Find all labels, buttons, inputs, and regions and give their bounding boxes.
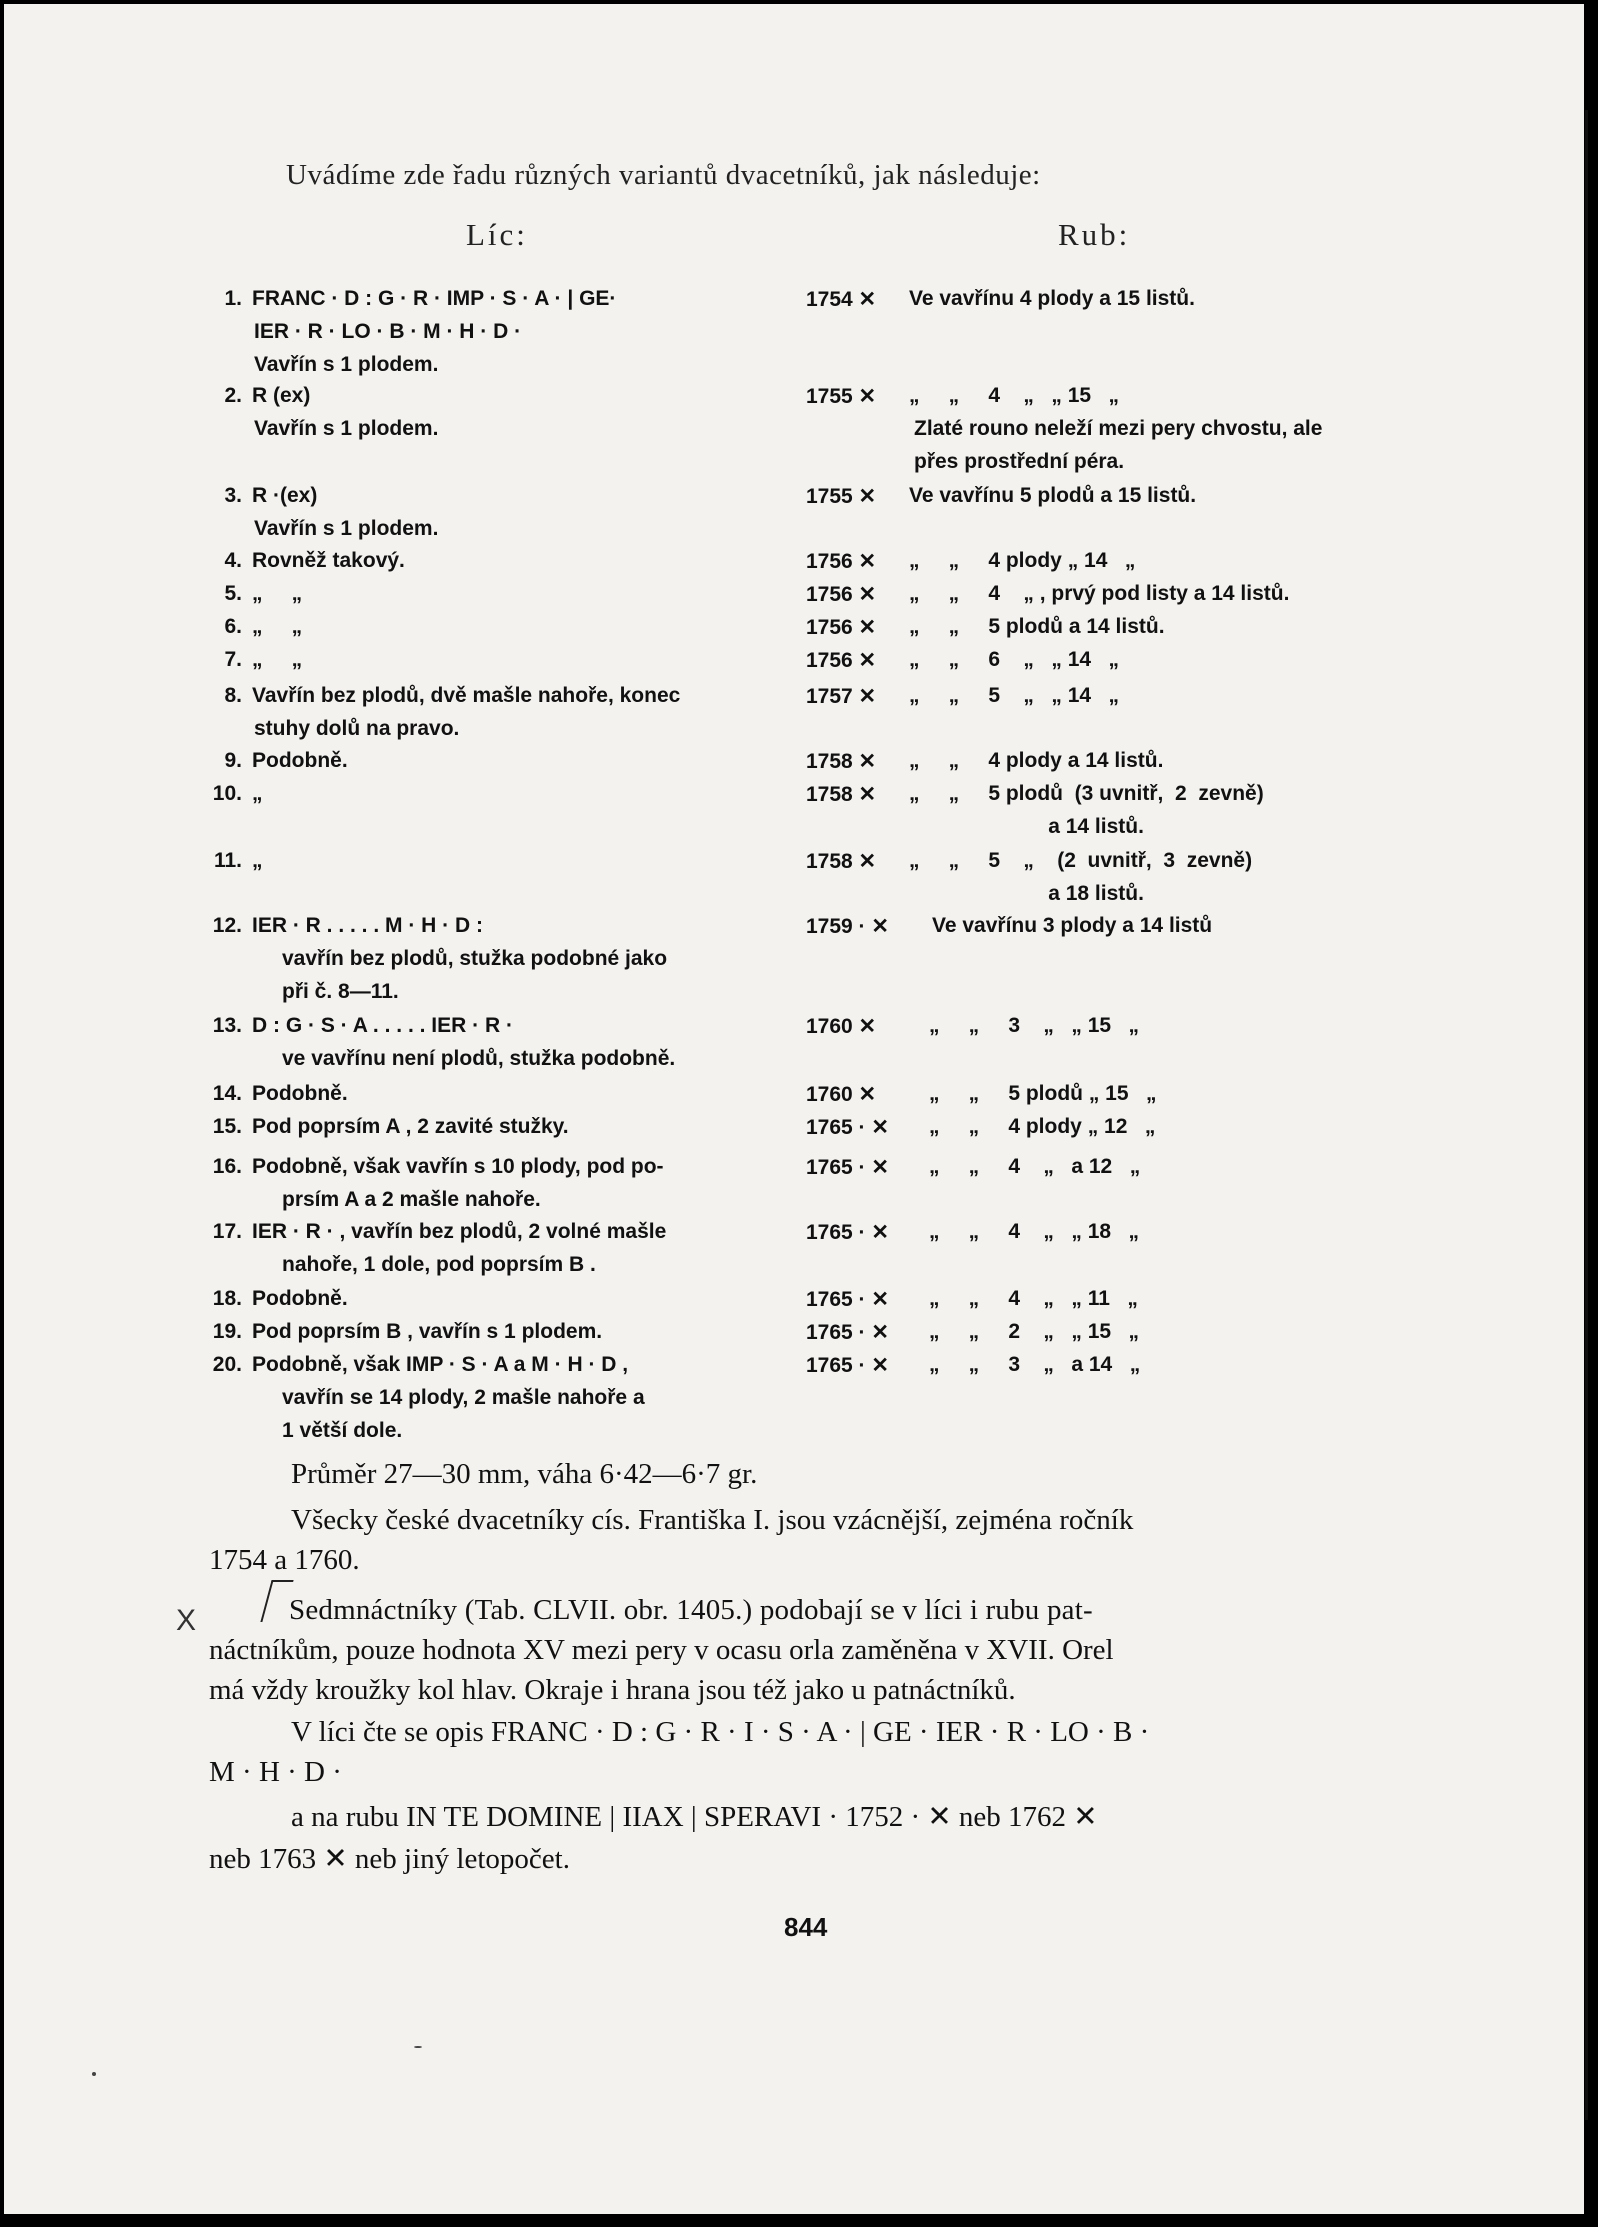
entry-reverse-text: „ „ 4 „ „ 11 „ [929,1287,1138,1310]
entry-year: 1765 · ✕ [806,1321,889,1344]
body-line: M · H · D · [209,1756,342,1788]
entry-obverse-text: při č. 8—11. [282,980,399,1003]
entry-number: 18. [212,1287,242,1310]
scan-speck [92,2072,96,2076]
body-line: 1754 a 1760. [209,1544,360,1576]
entry-reverse-text: Ve vavřínu 3 plody a 14 listů [932,914,1213,937]
body-line-rub-legend: a na rubu IN TE DOMINE | IIAX | SPERAVI · 1752 · ✕ neb 1762 ✕ [291,1801,1098,1833]
entry-year: 1758 ✕ [806,850,877,873]
column-header-lic: Líc: [466,217,528,252]
body-line: má vždy kroužky kol hlav. Okraje i hrana jsou též jako u patnáctníků. [209,1674,1016,1706]
entry-number: 9. [224,749,242,772]
entry-number: 1. [224,287,242,310]
entry-reverse-text: „ „ 4 „ „ 15 „ [909,384,1120,407]
entry-reverse-text: „ „ 5 „ (2 uvnitř, 3 zevně) [909,849,1253,872]
page-number: 844 [784,1912,828,1942]
entry-reverse-text: „ „ 6 „ „ 14 „ [909,648,1120,671]
entry-reverse-text: Ve vavřínu 4 plody a 15 listů. [909,287,1195,310]
entry-obverse-text: R (ex) [252,384,311,407]
entry-year: 1760 ✕ [806,1015,877,1038]
entry-number: 19. [212,1320,242,1343]
body-line: náctníkům, pouze hodnota XV mezi pery v ocasu orla zaměněna v XVII. Orel [209,1634,1114,1666]
entry-obverse-text: Podobně, však IMP · S · A a M · H · D , [252,1353,629,1376]
entry-obverse-text: „ „ [252,648,303,671]
entry-number: 5. [224,582,242,605]
entry-reverse-text: „ „ 4 plody a 14 listů. [909,749,1164,772]
entry-reverse-text: „ „ 3 „ a 14 „ [929,1353,1141,1376]
entry-number: 6. [224,615,242,638]
entry-number: 12. [212,914,242,937]
entry-obverse-text: R ·(ex) [252,484,318,507]
entry-obverse-text: IER · R · LO · B · M · H · D · [254,320,522,343]
entry-obverse-text: IER · R . . . . . M · H · D : [252,914,483,937]
entry-year: 1756 ✕ [806,550,877,573]
body-line: neb 1763 ✕ neb jiný letopočet. [209,1843,570,1875]
entry-reverse-text: přes prostřední péra. [914,450,1125,473]
entry-reverse-text: „ „ 4 „ a 12 „ [929,1155,1141,1178]
paragraph-sedmnactniky: Sedmnáctníky (Tab. CLVII. obr. 1405.) podobají se v líci i rubu pat- [289,1594,1093,1626]
entry-obverse-text: Pod poprsím B , vavřín s 1 plodem. [252,1320,603,1343]
entry-year: 1755 ✕ [806,385,877,408]
intro-heading: Uvádíme zde řadu různých variantů dvacetníků, jak následuje: [286,159,1041,191]
body-line: Všecky české dvacetníky cís. Františka I. jsou vzácnější, zejména ročník [291,1504,1134,1536]
scan-speck [414,2046,422,2048]
entry-reverse-text: Zlaté rouno neleží mezi pery chvostu, ale [914,417,1323,440]
diameter-weight-line: Průměr 27—30 mm, váha 6·42—6·7 gr. [291,1458,758,1490]
entry-year: 1758 ✕ [806,750,877,773]
entry-reverse-text: „ „ 2 „ „ 15 „ [929,1320,1140,1343]
entry-obverse-text: Vavřín s 1 plodem. [254,517,439,540]
entry-obverse-text: Vavřín s 1 plodem. [254,353,439,376]
entry-number: 20. [212,1353,242,1376]
entry-number: 15. [212,1115,242,1138]
entry-number: 10. [212,782,242,805]
entry-reverse-text: „ „ 5 „ „ 14 „ [909,684,1120,707]
entry-obverse-text: „ „ [252,615,303,638]
entry-number: 7. [224,648,242,671]
entry-reverse-text: „ „ 5 plodů a 14 listů. [909,615,1165,638]
entry-year: 1765 · ✕ [806,1156,889,1179]
entry-obverse-text: Vavřín s 1 plodem. [254,417,439,440]
entry-obverse-text: vavřín bez plodů, stužka podobné jako [282,947,668,970]
entry-number: 11. [213,849,242,872]
entry-reverse-text: „ „ 5 plodů „ 15 „ [929,1082,1157,1105]
entry-year: 1756 ✕ [806,649,877,672]
entry-reverse-text: „ „ 3 „ „ 15 „ [929,1014,1140,1037]
margin-mark: X [176,1604,197,1637]
entry-year: 1765 · ✕ [806,1354,889,1377]
entry-obverse-text: „ „ [252,582,303,605]
entry-year: 1758 ✕ [806,783,877,806]
entry-obverse-text: Podobně. [252,749,348,772]
entry-year: 1759 · ✕ [806,915,889,938]
entry-obverse-text: D : G · S · A . . . . . IER · R · [252,1014,513,1037]
entry-year: 1757 ✕ [806,685,877,708]
entry-obverse-text: „ [252,782,263,805]
entry-reverse-text: Ve vavřínu 5 plodů a 15 listů. [909,484,1197,507]
entry-year: 1765 · ✕ [806,1221,889,1244]
entry-year: 1765 · ✕ [806,1116,889,1139]
entry-number: 14. [212,1082,242,1105]
entry-obverse-text: ve vavřínu není plodů, stužka podobně. [282,1047,676,1070]
entry-year: 1756 ✕ [806,616,877,639]
entry-year: 1765 · ✕ [806,1288,889,1311]
entry-number: 13. [212,1014,242,1037]
entry-number: 8. [224,684,242,707]
entry-obverse-text: prsím A a 2 mašle nahoře. [282,1188,541,1211]
entry-reverse-text: „ „ 4 plody „ 14 „ [909,549,1136,572]
entry-obverse-text: nahoře, 1 dole, pod poprsím B . [282,1253,596,1276]
entry-reverse-text: „ „ 4 „ „ 18 „ [929,1220,1140,1243]
entry-year: 1754 ✕ [806,288,877,311]
column-header-rub: Rub: [1058,217,1131,252]
entry-obverse-text: Podobně. [252,1287,348,1310]
entry-number: 4. [224,549,242,572]
entry-year: 1755 ✕ [806,485,877,508]
entry-obverse-text: Podobně. [252,1082,348,1105]
entry-year: 1760 ✕ [806,1083,877,1106]
entry-reverse-text: „ „ 4 plody „ 12 „ [929,1115,1156,1138]
entry-reverse-text: a 14 listů. [914,815,1144,838]
entry-obverse-text: Vavřín bez plodů, dvě mašle nahoře, konec [252,684,681,707]
entry-number: 2. [224,384,242,407]
body-line-lic-legend: V líci čte se opis FRANC · D : G · R · I · S · A · | GE · IER · R · LO · B · [291,1716,1150,1748]
book-page [4,4,1584,2214]
entry-obverse-text: stuhy dolů na pravo. [254,717,460,740]
entry-obverse-text: „ [252,849,263,872]
entry-reverse-text: a 18 listů. [914,882,1144,905]
entry-year: 1756 ✕ [806,583,877,606]
entry-obverse-text: Pod poprsím A , 2 zavité stužky. [252,1115,569,1138]
entry-obverse-text: FRANC · D : G · R · IMP · S · A · | GE· [252,287,617,310]
entry-obverse-text: 1 větší dole. [282,1419,403,1442]
entry-obverse-text: IER · R · , vavřín bez plodů, 2 volné mašle [252,1220,667,1243]
page-edge-shadow [1585,110,1588,2120]
entry-obverse-text: Podobně, však vavřín s 10 plody, pod po- [252,1155,664,1178]
entry-reverse-text: „ „ 4 „ , prvý pod listy a 14 listů. [909,582,1290,605]
entry-reverse-text: „ „ 5 plodů (3 uvnitř, 2 zevně) [909,782,1264,805]
entry-number: 3. [224,484,242,507]
entry-obverse-text: Rovněž takový. [252,549,405,572]
entry-number: 16. [212,1155,242,1178]
entry-obverse-text: vavřín se 14 plody, 2 mašle nahoře a [282,1386,645,1409]
entry-number: 17. [212,1220,242,1243]
